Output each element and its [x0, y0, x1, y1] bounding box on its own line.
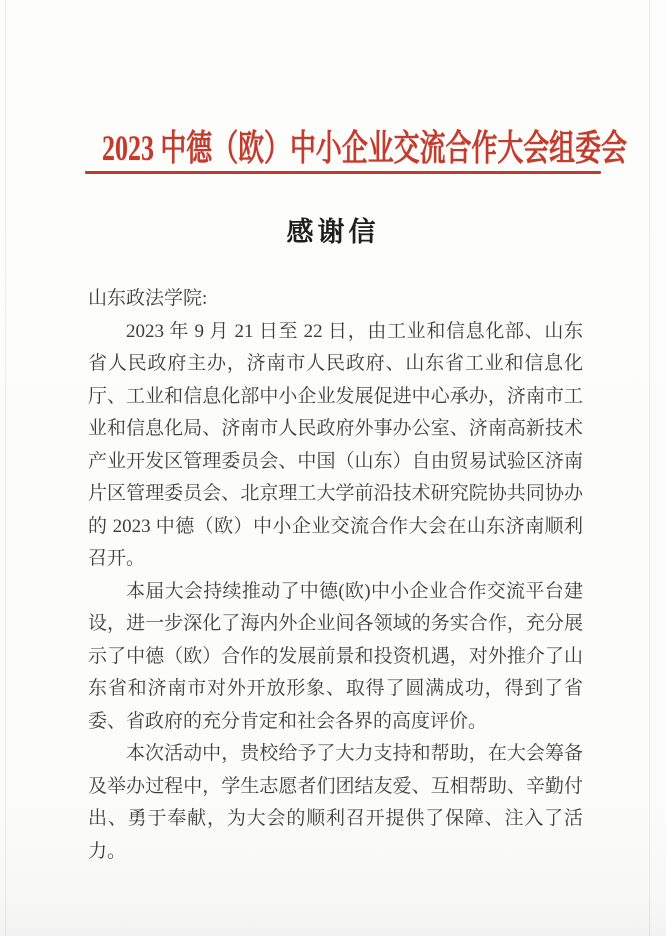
- body-paragraph: 本届大会持续推动了中德(欧)中小企业合作交流平台建设，进一步深化了海内外企业间各领域的务实合作，充分展示了中德（欧）合作的发展前景和投资机遇，对外推介了山东省和济南市对外开放形象、取得了圆满成功，得到了省委、省政府的充分肯定和社会各界的高度评价。: [88, 580, 583, 732]
- body-paragraph: 本次活动中，贵校给予了大力支持和帮助，在大会筹备及举办过程中，学生志愿者们团结友爱、互相帮助、辛勤付出、勇于奉献，为大会的顺利召开提供了保障、注入了活力。: [88, 743, 583, 862]
- letter-heading: 感谢信: [286, 217, 380, 247]
- title-underline: [85, 171, 601, 174]
- letter-body: [88, 283, 583, 868]
- letter-title: [0, 120, 666, 171]
- salutation: 山东政法学院:: [88, 288, 208, 309]
- body-paragraph: 2023 年 9 月 21 日至 22 日，由工业和信息化部、山东省人民政府主办，济南市人民政府、山东省工业和信息化厅、工业和信息化部中小企业发展促进中心承办，济南市工业和信息化局、济南市人民政府外事办公室、济南高新技术产业开发区管理委员会、中国（山东）自由贸易试验区济南片区管理委员会、北京理工大学前沿技术研究院协共同协办的 2023 中德（欧）中小企业交流合作大会在山东济南顺利召开。: [88, 320, 583, 569]
- letter-title-text: 2023 中德（欧）中小企业交流合作大会组委会: [102, 128, 627, 168]
